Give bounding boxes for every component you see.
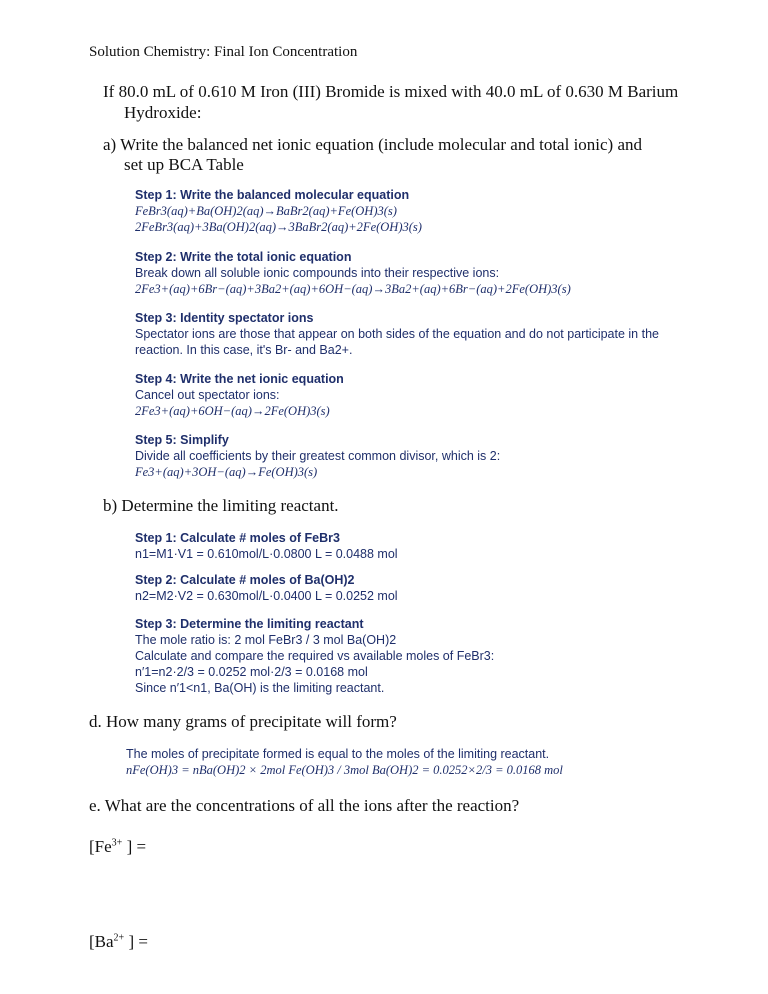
qa-step-2 (135, 249, 571, 297)
qd-answer (126, 746, 563, 778)
qa-step-1-line-1: FeBr3(aq)+Ba(OH)2(aq)→BaBr2(aq)+Fe(OH)3(s) (135, 204, 397, 218)
qa-step-1-title: Step 1: Write the balanced molecular equation (135, 188, 410, 202)
ba-charge: 2+ (113, 932, 125, 944)
ba-label-tail: ] = (124, 932, 148, 951)
question-d: d. How many grams of precipitate will form? (89, 712, 397, 731)
qa-step-4-title: Step 4: Write the net ionic equation (135, 372, 344, 386)
qa-step-1 (135, 187, 422, 235)
qa-step-5 (135, 432, 500, 480)
qa-step-5-title: Step 5: Simplify (135, 433, 229, 447)
qa-step-4 (135, 371, 344, 419)
fe-charge: 3+ (111, 837, 123, 849)
qb-step-3-title: Step 3: Determine the limiting reactant (135, 617, 364, 631)
qa-step-2-line-2: 2Fe3+(aq)+6Br−(aq)+3Ba2+(aq)+6OH−(aq)→3Ba2+(aq)+6Br−(aq)+2Fe(OH)3(s) (135, 282, 571, 296)
qa-step-3-line-1: Spectator ions are those that appear on both sides of the equation and do not participate in the (135, 327, 659, 341)
qa-step-4-line-2: 2Fe3+(aq)+6OH−(aq)→2Fe(OH)3(s) (135, 404, 330, 418)
qa-step-3-title: Step 3: Identity spectator ions (135, 311, 314, 325)
qa-step-3-line-2: reaction. In this case, it's Br- and Ba2+. (135, 343, 353, 357)
qa-step-2-line-1: Break down all soluble ionic compounds into their respective ions: (135, 266, 500, 280)
qb-step-1-title: Step 1: Calculate # moles of FeBr3 (135, 531, 340, 545)
qa-step-2-title: Step 2: Write the total ionic equation (135, 250, 352, 264)
fe-concentration-label (89, 837, 146, 857)
qb-step-1 (135, 530, 398, 562)
qb-step-2 (135, 572, 398, 604)
fe-label-tail: ] = (122, 837, 147, 856)
question-a-line-2: set up BCA Table (124, 155, 244, 174)
qa-step-3 (135, 310, 659, 358)
question-a-line-1: a) Write the balanced net ionic equation (include molecular and total ionic) and (103, 135, 643, 154)
ba-concentration-label (89, 932, 148, 952)
qa-step-1-line-2: 2FeBr3(aq)+3Ba(OH)2(aq)→3BaBr2(aq)+2Fe(OH)3(s) (135, 220, 422, 234)
intro-line-2: Hydroxide: (124, 103, 202, 122)
qa-step-5-line-1: Divide all coefficients by their greatest common divisor, which is 2: (135, 449, 501, 463)
intro-line-1: If 80.0 mL of 0.610 M Iron (III) Bromide is mixed with 40.0 mL of 0.630 M Barium (103, 82, 679, 101)
qb-step-3 (135, 616, 494, 696)
qb-step-3-line-3: n′1=n2·2/3 = 0.0252 mol·2/3 = 0.0168 mol (135, 665, 368, 679)
qb-step-3-line-1: The mole ratio is: 2 mol FeBr3 / 3 mol Ba(OH)2 (135, 633, 397, 647)
qd-line-2: nFe(OH)3 = nBa(OH)2 × 2mol Fe(OH)3 / 3mol Ba(OH)2 = 0.0252×2/3 = 0.0168 mol (126, 763, 563, 777)
qb-step-1-line-1: n1=M1·V1 = 0.610mol/L·0.0800 L = 0.0488 mol (135, 547, 398, 561)
qb-step-3-line-4: Since n′1<n1, Ba(OH) is the limiting reactant. (135, 681, 385, 695)
question-e: e. What are the concentrations of all the ions after the reaction? (89, 796, 520, 815)
qb-step-3-line-2: Calculate and compare the required vs available moles of FeBr3: (135, 649, 495, 663)
page-header: Solution Chemistry: Final Ion Concentration (89, 44, 358, 60)
ba-label-text: [Ba (89, 932, 114, 951)
qb-step-2-line-1: n2=M2·V2 = 0.630mol/L·0.0400 L = 0.0252 mol (135, 589, 398, 603)
qa-step-5-line-2: Fe3+(aq)+3OH−(aq)→Fe(OH)3(s) (135, 465, 318, 479)
qa-step-4-line-1: Cancel out spectator ions: (135, 388, 280, 402)
fe-label-text: [Fe (89, 837, 112, 856)
qd-line-1: The moles of precipitate formed is equal to the moles of the limiting reactant. (126, 747, 550, 761)
question-b: b) Determine the limiting reactant. (103, 496, 339, 515)
qb-step-2-title: Step 2: Calculate # moles of Ba(OH)2 (135, 573, 355, 587)
